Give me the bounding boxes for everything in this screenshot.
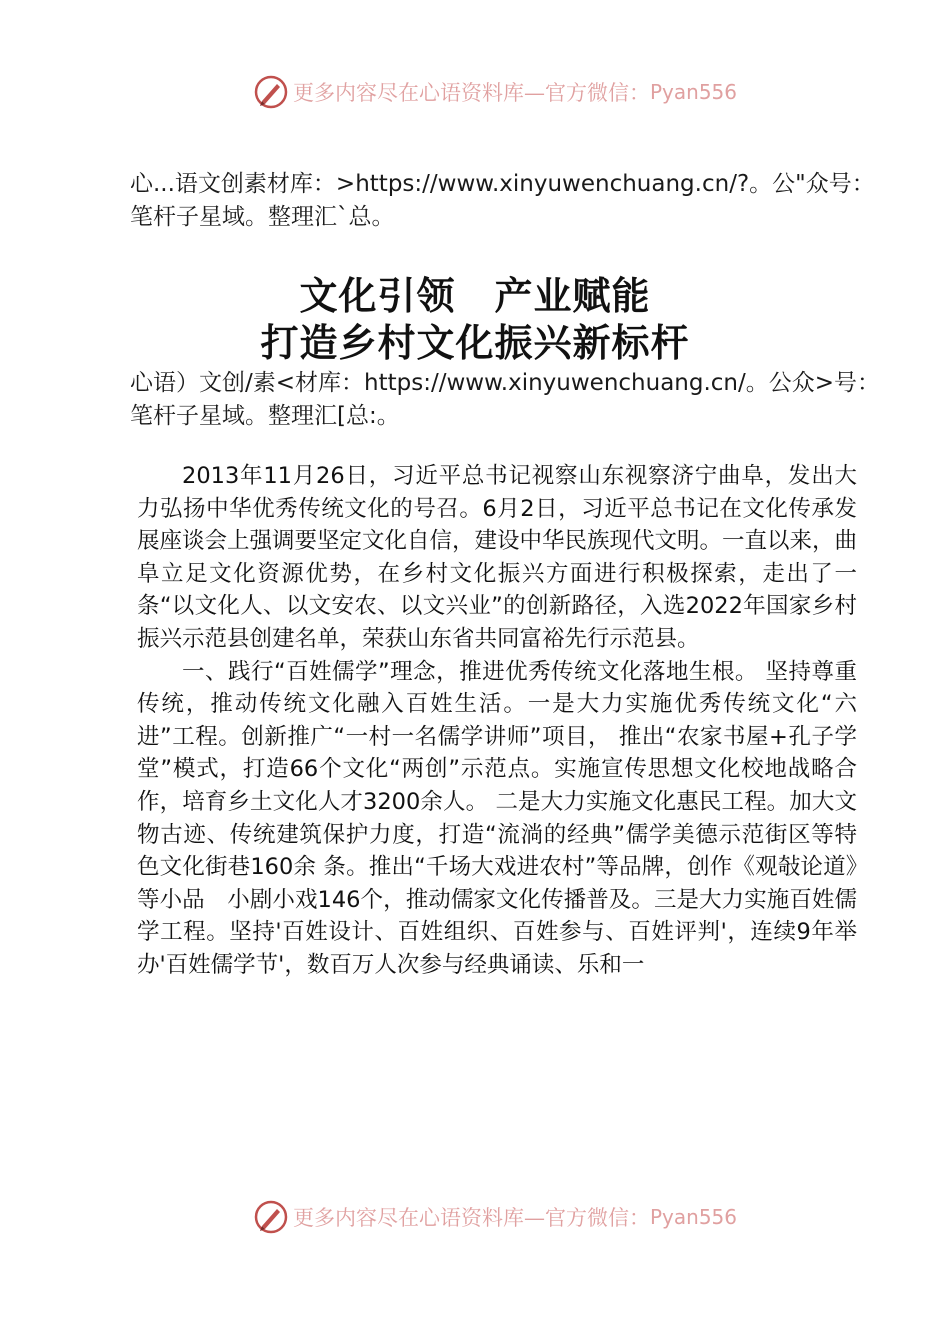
header-banner (253, 72, 773, 112)
header-banner-id: Pyan556 (650, 80, 738, 104)
title-line-2: 打造乡村文化振兴新标杆 (260, 320, 690, 365)
watermark-line-2: 心语）文创/素<材库：https://www.xinyuwenchuang.cn/。公众>号：笔杆子星域。整理汇[总:。 (130, 370, 881, 429)
footer-banner-id: Pyan556 (650, 1205, 738, 1229)
header-banner-text: 更多内容尽在心语资料库—官方微信： (293, 81, 650, 105)
paragraph-intro: 2013年11月26日，习近平总书记视察山东视察济宁曲阜，发出大力弘扬中华优秀传统文化的号召。6月2日，习近平总书记在文化传承发展座谈会上强调要坚定文化自信，建设中华民族现代文明。一直以来，曲阜立足文化资源优势，在乡村文化振兴方面进行积极探索，走出了一条“以文化人、以文安农、以文兴业”的创新路径，入选2022年国家乡村振兴示范县创建名单，荣获山东省共同富裕先行示范县。 (137, 463, 858, 652)
pen-logo-icon (253, 1199, 289, 1235)
footer-banner-text: 更多内容尽在心语资料库—官方微信： (293, 1206, 650, 1230)
title-line-1: 文化引领 产业赋能 (299, 273, 651, 318)
watermark-line-1: 心...语文创素材库：>https://www.xinyuwenchuang.cn/?。公"众号：笔杆子星域。整理汇`总。 (130, 171, 875, 230)
pen-logo-icon (253, 74, 289, 110)
paragraph-section-1: 一、践行“百姓儒学”理念，推进优秀传统文化落地生根。 坚持尊重传统，推动传统文化融入百姓生活。一是大力实施优秀传统文化“六进”工程。创新推广“一村一名儒学讲师”项目， 推出“农家书屋+孔子学堂”模式，打造66个文化“两创”示范点。实施宣传思想文化校地战略合作，培育乡土文化人才3200余人。 二是大力实施文化惠民工程。加大文物古迹、传统建筑保护力度，打造“流淌的经典”儒学美德示范街区等特色文化街巷160余 条。推出“千场大戏进农村”等品牌，创作《观敧论道》等小品 小剧小戏146个，推动儒家文化传播普及。三是大力实施百姓儒学工程。坚持'百姓设计、百姓组织、百姓参与、百姓评判'，连续9年举办'百姓儒学节'，数百万人次参与经典诵读、乐和一 (137, 658, 857, 978)
article-body (137, 460, 857, 982)
footer-banner (253, 1197, 773, 1237)
